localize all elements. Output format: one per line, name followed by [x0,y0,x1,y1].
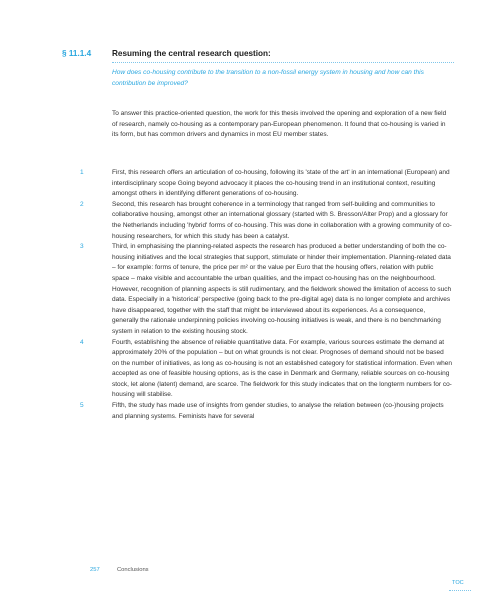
section-title: Resuming the central research question: [112,49,271,58]
page-number: 257 [90,567,100,573]
list-item-text: Fourth, establishing the absence of reliable quantitative data. For example, various sources estimate the demand at approximately 20% of the population – but on what grounds is not clear. Prognoses of demand should not be based on the number of initiatives, as long as co-housing is not an established category for statistical information. Even when accepted as one of feasible housing options, as is the case in Denmark and Germany, reliable sources on co-housing stock, let alone (latent) demand, are scarce. The fieldwork for this study indicates that on the longterm numbers for co-housing will stabilise. [112,338,452,399]
list-item-number: 3 [80,243,84,251]
list-item [80,200,460,242]
list-item-text: Fifth, the study has made use of insights from gender studies, to analyse the relation between (co-)housing projects and planning systems. Feminists have for several [112,402,444,420]
list-item-text: Third, in emphasising the planning-related aspects the research has produced a better understanding of both the co-housing initiatives and the local strategies that support, stimulate or hinder their implementation. Planning-related data – for example: forms of tenure, the price per m² or the value per Euro that the housing offers, relation with public space – make visible and accountable the urban qualities, and the impact co-housing has on the neighbourhood. However, recognition of planning aspects is still rudimentary, and the fieldwork showed the limitation of access to such data. Especially in a 'historical' perspective (going back to the pre-digital age) data is no longer complete and archives have disappeared, together with the staff that might be interviewed about its experiences. As a consequence, generally the rationale underpinning policies involving co-housing initiatives is weak, and there is no benchmarking system in relation to the existing housing stock. [112,243,452,335]
list-item-number: 2 [80,200,84,208]
section-number: § 11.1.4 [62,49,92,58]
toc-link[interactable]: TOC [452,580,464,586]
toc-divider [449,590,471,591]
list-item-text: Second, this research has brought coherence in a terminology that ranged from self-building and communities to collaborative housing, amongst other an international glossary (started with S. Bresson/Alter Prop) and a glossary for the Netherlands including 'hybrid' forms of co-housing. This was done in collaboration with a growing community of co-housing researchers, for which this study has been a catalyst. [112,200,452,240]
list-item-text: First, this research offers an articulation of co-housing, following its 'state of the art' in an international (European) and interdisciplinary scope Going beyond advocacy it places the co-housing trend in an institutional context, resulting amongst others in identifying different generations of co-housing. [112,169,450,198]
intro-paragraph: To answer this practice-oriented question, the work for this thesis involved the opening and exploration of a new field of research, namely co-housing as a contemporary pan-European phenomenon. It found that co-housing is varied in its form, but has common drivers and dynamics in most EU member states. [112,110,447,139]
findings-list [80,168,460,422]
research-question: How does co-housing contribute to the transition to a non-fossil energy system in housing and how can this contribution be improved? [112,69,424,87]
list-item [80,242,460,337]
list-item [80,338,460,402]
heading-divider [112,62,454,63]
list-item-number: 1 [80,169,84,176]
list-item [80,168,460,200]
list-item [80,401,460,422]
list-item-number: 5 [80,402,84,410]
footer-section-label: Conclusions [117,567,149,573]
section-heading [62,47,454,61]
list-item-number: 4 [80,338,84,346]
